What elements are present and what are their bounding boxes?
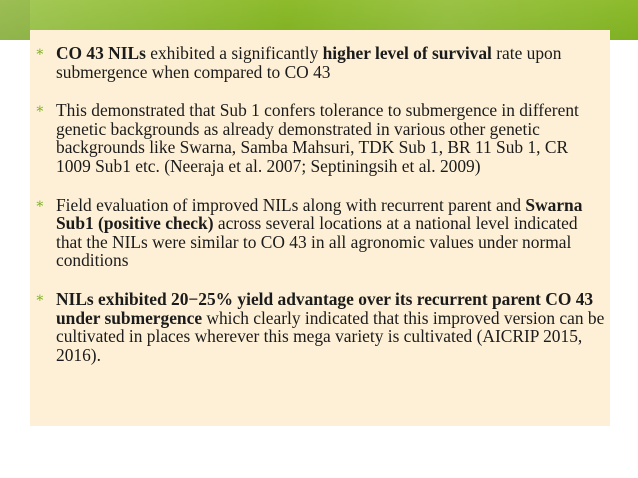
header-left-shade <box>0 0 30 40</box>
bullet-text: rate upon submergence when compared to CO 43 <box>56 43 562 82</box>
bullet-bold-text: CO 43 NILs <box>56 43 146 63</box>
bullet-asterisk-icon: ∗ <box>35 45 45 60</box>
bullet-item <box>30 44 605 81</box>
bullet-text: Field evaluation of improved NILs along with recurrent parent and <box>56 194 526 215</box>
bullet-text: exhibited a significantly <box>145 43 323 63</box>
bullet-item <box>30 196 605 270</box>
bullet-bold-text: NILs exhibited 20−25% yield advantage over its recurrent parent CO 43 under submergence <box>56 288 594 328</box>
bullet-bold-text: Swarna Sub1 (positive check) <box>56 194 583 234</box>
bullet-asterisk-icon: ∗ <box>35 102 45 118</box>
bullet-item <box>30 101 605 175</box>
bullet-item <box>30 290 605 364</box>
bullet-list <box>30 44 605 384</box>
bullet-text: across several locations at a national level indicated that the NILs were similar to CO 43 in all agronomic values under normal conditions <box>56 213 578 271</box>
bullet-text: which clearly indicated that this improved version can be cultivated in places wherever this mega variety is cultivated (AICRIP 2015, 2016). <box>56 307 605 365</box>
bullet-text: This demonstrated that Sub 1 confers tolerance to submergence in different genetic backgrounds as already demonstrated in various other genetic backgrounds like Swarna, Samba Mahsuri, TDK Sub 1, BR 11 Sub 1, CR 1009 Sub1 etc. (Neeraja et al. 2007; Septiningsih et al. 2009) <box>56 100 579 176</box>
bullet-asterisk-icon: ∗ <box>35 290 45 306</box>
bullet-bold-text: higher level of survival <box>322 43 492 63</box>
bullet-asterisk-icon: ∗ <box>35 196 45 212</box>
